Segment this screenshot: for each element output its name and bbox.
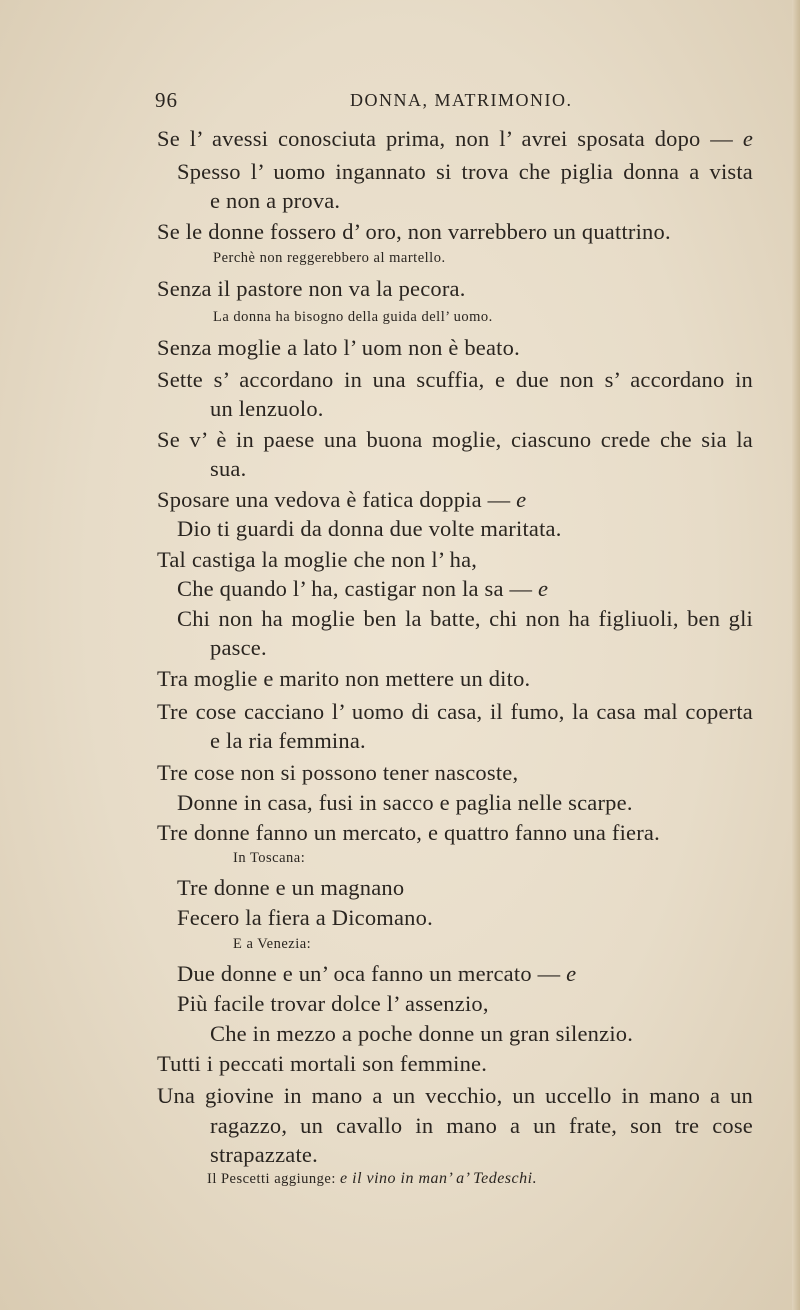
text-line: Sette s’ accordano in una scuffia, e due non s’ accordano in [157, 367, 753, 392]
text-line: e la ria femmina. [210, 728, 366, 753]
text-line: Dio ti guardi da donna due volte maritata. [177, 516, 562, 541]
footnote-line: In Toscana: [233, 850, 306, 866]
text-line: Fecero la fiera a Dicomano. [177, 905, 433, 930]
page-header [155, 88, 740, 118]
text-line: Tal castiga la moglie che non l’ ha, [157, 547, 478, 572]
text-line: pasce. [210, 635, 267, 660]
text-line: Spesso l’ uomo ingannato si trova che piglia donna a vista [177, 159, 753, 184]
text-line: Donne in casa, fusi in sacco e paglia nelle scarpe. [177, 790, 633, 815]
text-line: Tra moglie e marito non mettere un dito. [157, 666, 531, 691]
text-line: e non a prova. [210, 188, 341, 213]
footnote-line: Perchè non reggerebbero al martello. [213, 250, 446, 266]
text-line: Se l’ avessi conosciuta prima, non l’ avrei sposata dopo — e [157, 126, 753, 151]
text-line: Più facile trovar dolce l’ assenzio, [177, 991, 489, 1016]
text-line: Che quando l’ ha, castigar non la sa — e [177, 576, 549, 601]
text-line: Se le donne fossero d’ oro, non varrebbero un quattrino. [157, 219, 671, 244]
text-line: Sposare una vedova è fatica doppia — e [157, 487, 527, 512]
text-line: ragazzo, un cavallo in mano a un frate, son tre cose [210, 1113, 753, 1138]
text-line: un lenzuolo. [210, 396, 324, 421]
text-line: Se v’ è in paese una buona moglie, ciascuno crede che sia la [157, 427, 753, 452]
text-line: Chi non ha moglie ben la batte, chi non ha figliuoli, ben gli [177, 606, 753, 631]
text-line: Senza moglie a lato l’ uom non è beato. [157, 335, 520, 360]
running-head: DONNA, MATRIMONIO. [350, 90, 573, 110]
page-edge [792, 0, 800, 1310]
text-line: Che in mezzo a poche donne un gran silenzio. [210, 1021, 634, 1046]
text-line: Tre cose non si possono tener nascoste, [157, 760, 519, 785]
text-line: Due donne e un’ oca fanno un mercato — e [177, 961, 577, 986]
footnote-line: La donna ha bisogno della guida dell’ uomo. [213, 309, 493, 325]
text-line: sua. [210, 456, 247, 481]
text-line: Tre cose cacciano l’ uomo di casa, il fumo, la casa mal coperta [157, 699, 753, 724]
text-line: Tre donne e un magnano [177, 875, 405, 900]
text-line: Tutti i peccati mortali son femmine. [157, 1051, 488, 1076]
text-line: Senza il pastore non va la pecora. [157, 276, 466, 301]
footnote-line: Il Pescetti aggiunge: e il vino in man’ a’ Tedeschi. [207, 1170, 538, 1187]
footnote-line: E a Venezia: [233, 936, 312, 952]
text-line: strapazzate. [210, 1142, 318, 1167]
text-line: Una giovine in mano a un vecchio, un uccello in mano a un [157, 1083, 753, 1108]
text-line: Tre donne fanno un mercato, e quattro fanno una fiera. [157, 820, 660, 845]
page-number: 96 [155, 88, 178, 112]
